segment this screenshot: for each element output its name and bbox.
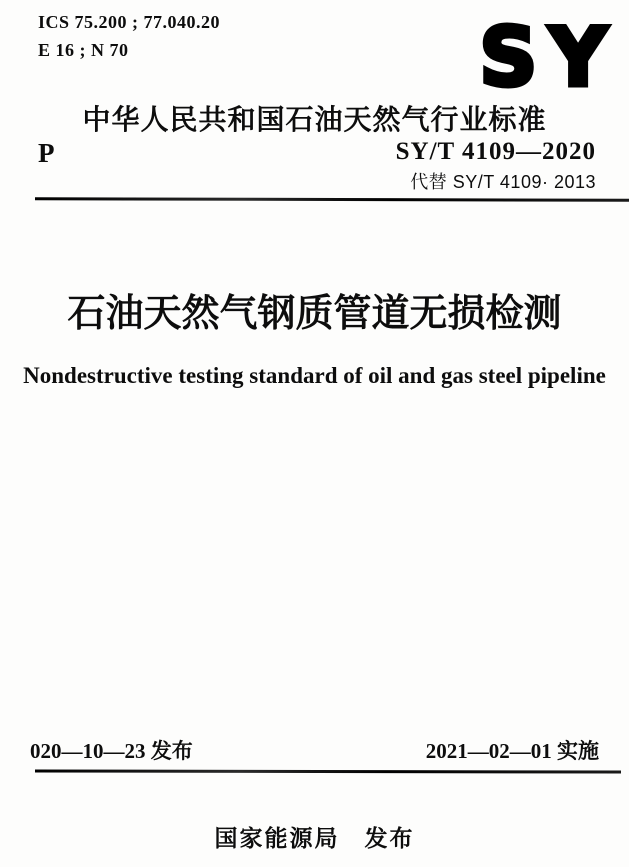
replaced-standard: 代替 SY/T 4109· 2013: [410, 172, 596, 192]
standard-number-block: [396, 138, 596, 194]
publisher: 国家能源局 发布: [214, 825, 415, 851]
title-chinese: 石油天然气钢质管道无损检测: [67, 293, 562, 335]
header-divider-line: [35, 197, 629, 202]
implementation-date: 2021—02—01 实施: [425, 739, 599, 763]
ics-code-line1: ICS 75.200 ; 77.040.20: [38, 12, 221, 32]
footer-divider-line: [35, 769, 621, 773]
ics-code-line2: E 16 ; N 70: [38, 40, 129, 60]
title-english: Nondestructive testing standard of oil and gas steel pipeline: [23, 363, 606, 388]
ics-codes: [38, 8, 220, 64]
document-class-code: P: [38, 138, 55, 168]
standard-number: SY/T 4109—2020: [395, 138, 596, 165]
sy-logo: SY: [479, 11, 619, 104]
standard-category-heading: 中华人民共和国石油天然气行业标准: [82, 104, 547, 135]
issue-date: 020—10—23 发布: [30, 739, 193, 763]
